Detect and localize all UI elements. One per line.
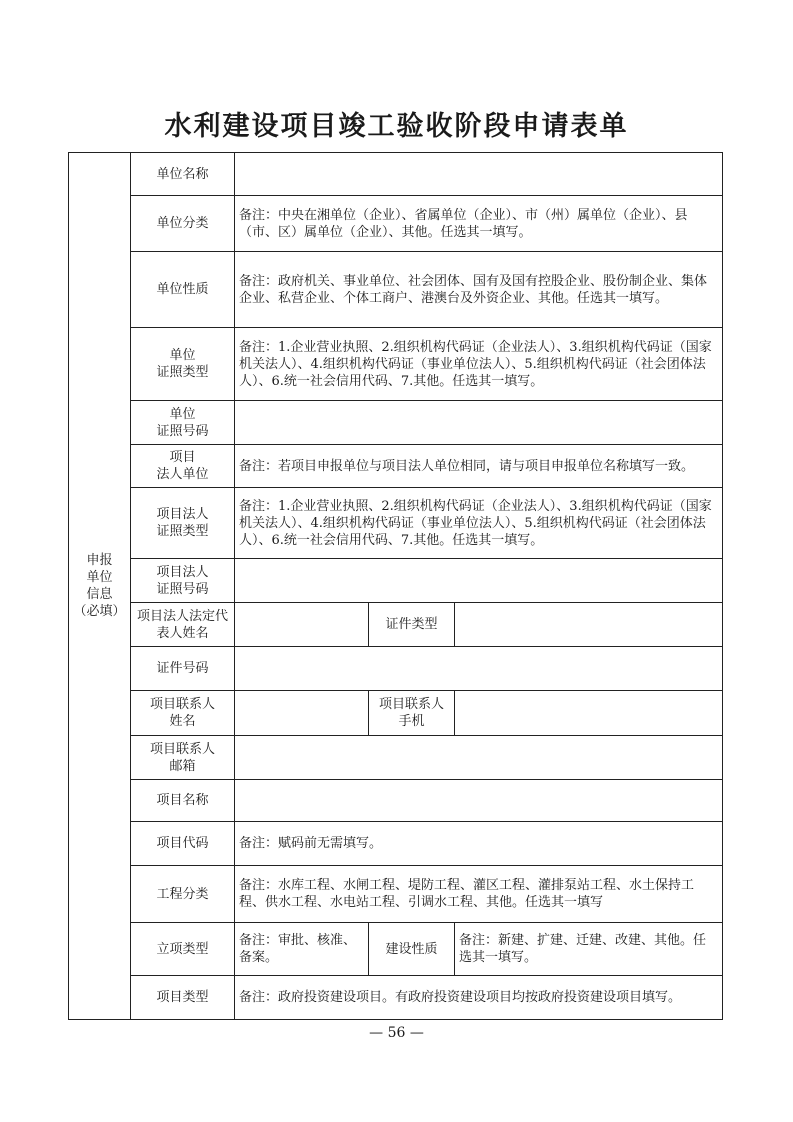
contact-name-field[interactable]	[235, 691, 369, 736]
section-label-line: （必填）	[73, 604, 126, 619]
label-line: 项目	[169, 450, 196, 465]
row-contact-email	[69, 736, 723, 780]
project-name-label: 项目名称	[131, 780, 235, 822]
contact-email-field[interactable]	[235, 736, 723, 780]
application-form-table	[68, 152, 723, 1020]
unit-category-label: 单位分类	[131, 196, 235, 252]
label-line: 项目法人	[156, 507, 209, 522]
page-number: — 56 —	[369, 1025, 424, 1041]
label-line: 证照类型	[156, 524, 209, 539]
contact-phone-field[interactable]	[455, 691, 723, 736]
id-number-field[interactable]	[235, 647, 723, 691]
legal-license-type-note[interactable]: 备注：1.企业营业执照、2.组织机构代码证（企业法人）、3.组织机构代码证（国家机关法人）、4.组织机构代码证（事业单位法人）、5.组织机构代码证（社会团体法人）、6.统一社会信用代码、7.其他。任选其一填写。	[235, 488, 723, 559]
row-project-legal-unit	[69, 445, 723, 488]
section-label	[69, 153, 131, 1020]
row-project-type	[69, 976, 723, 1020]
project-type-label: 项目类型	[131, 976, 235, 1020]
row-legal-license-type	[69, 488, 723, 559]
project-type-note[interactable]: 备注：政府投资建设项目。有政府投资建设项目均按政府投资建设项目填写。	[235, 976, 723, 1020]
contact-phone-label	[369, 691, 455, 736]
row-unit-license-number	[69, 401, 723, 445]
legal-license-number-field[interactable]	[235, 559, 723, 603]
row-contact	[69, 691, 723, 736]
label-line: 证照号码	[156, 581, 209, 597]
engineering-category-note[interactable]: 备注：水库工程、水闸工程、堤防工程、灌区工程、灌排泵站工程、水土保持工程、供水工程、水电站工程、引调水工程、其他。任选其一填写	[235, 866, 723, 923]
contact-name-label	[131, 691, 235, 736]
section-label-line: 申报	[86, 553, 113, 568]
project-legal-unit-label	[131, 445, 235, 488]
row-unit-name	[69, 153, 723, 196]
label-line: 项目联系人	[149, 697, 215, 712]
row-legal-rep	[69, 603, 723, 647]
construction-nature-label: 建设性质	[369, 923, 455, 976]
engineering-category-label: 工程分类	[131, 866, 235, 923]
legal-license-number-label	[131, 559, 235, 603]
label-line: 证照号码	[156, 423, 209, 439]
legal-rep-name-label	[131, 603, 235, 647]
section-label-line: 信息	[86, 587, 113, 602]
label-line: 手机	[398, 714, 425, 729]
row-engineering-category	[69, 866, 723, 923]
legal-rep-name-field[interactable]	[235, 603, 369, 647]
row-unit-nature	[69, 252, 723, 328]
label-line: 法人单位	[156, 467, 209, 482]
label-line: 项目法人法定代	[136, 608, 228, 624]
unit-license-number-label	[131, 401, 235, 445]
project-legal-unit-note[interactable]: 备注：若项目申报单位与项目法人单位相同，请与项目申报单位名称填写一致。	[235, 445, 723, 488]
unit-nature-note[interactable]: 备注：政府机关、事业单位、社会团体、国有及国有控股企业、股份制企业、集体企业、私营企业、个体工商户、港澳台及外资企业、其他。任选其一填写。	[235, 252, 723, 328]
label-line: 项目联系人	[378, 697, 444, 712]
unit-category-note[interactable]: 备注：中央在湘单位（企业）、省属单位（企业）、市（州）属单位（企业）、县（市、区）属单位（企业）、其他。任选其一填写。	[235, 196, 723, 252]
label-line: 姓名	[169, 714, 196, 729]
approval-type-note[interactable]: 备注：审批、核准、备案。	[235, 923, 369, 976]
label-line: 项目法人	[156, 564, 209, 580]
row-unit-license-type	[69, 328, 723, 401]
approval-type-label: 立项类型	[131, 923, 235, 976]
construction-nature-note[interactable]: 备注：新建、扩建、迁建、改建、其他。任选其一填写。	[455, 923, 723, 976]
row-approval-type	[69, 923, 723, 976]
id-type-field[interactable]	[455, 603, 723, 647]
row-id-number	[69, 647, 723, 691]
label-line: 证照类型	[156, 365, 209, 380]
unit-name-field[interactable]	[235, 153, 723, 196]
unit-license-number-field[interactable]	[235, 401, 723, 445]
project-name-field[interactable]	[235, 780, 723, 822]
label-line: 邮箱	[169, 758, 196, 774]
row-project-code	[69, 822, 723, 866]
unit-license-type-label	[131, 328, 235, 401]
row-unit-category	[69, 196, 723, 252]
row-project-name	[69, 780, 723, 822]
label-line: 表人姓名	[156, 625, 209, 641]
legal-license-type-label	[131, 488, 235, 559]
project-code-note[interactable]: 备注：赋码前无需填写。	[235, 822, 723, 866]
row-legal-license-number	[69, 559, 723, 603]
label-line: 项目联系人	[149, 741, 215, 757]
unit-name-label: 单位名称	[131, 153, 235, 196]
id-number-label: 证件号码	[131, 647, 235, 691]
label-line: 单位	[169, 406, 196, 422]
page-title: 水利建设项目竣工验收阶段申请表单	[164, 111, 629, 142]
section-label-line: 单位	[86, 570, 113, 585]
id-type-label: 证件类型	[369, 603, 455, 647]
label-line: 单位	[169, 348, 196, 363]
unit-license-type-note[interactable]: 备注：1.企业营业执照、2.组织机构代码证（企业法人）、3.组织机构代码证（国家机关法人）、4.组织机构代码证（事业单位法人）、5.组织机构代码证（社会团体法人）、6.统一社会信用代码、7.其他。任选其一填写。	[235, 328, 723, 401]
project-code-label: 项目代码	[131, 822, 235, 866]
unit-nature-label: 单位性质	[131, 252, 235, 328]
contact-email-label	[131, 736, 235, 780]
